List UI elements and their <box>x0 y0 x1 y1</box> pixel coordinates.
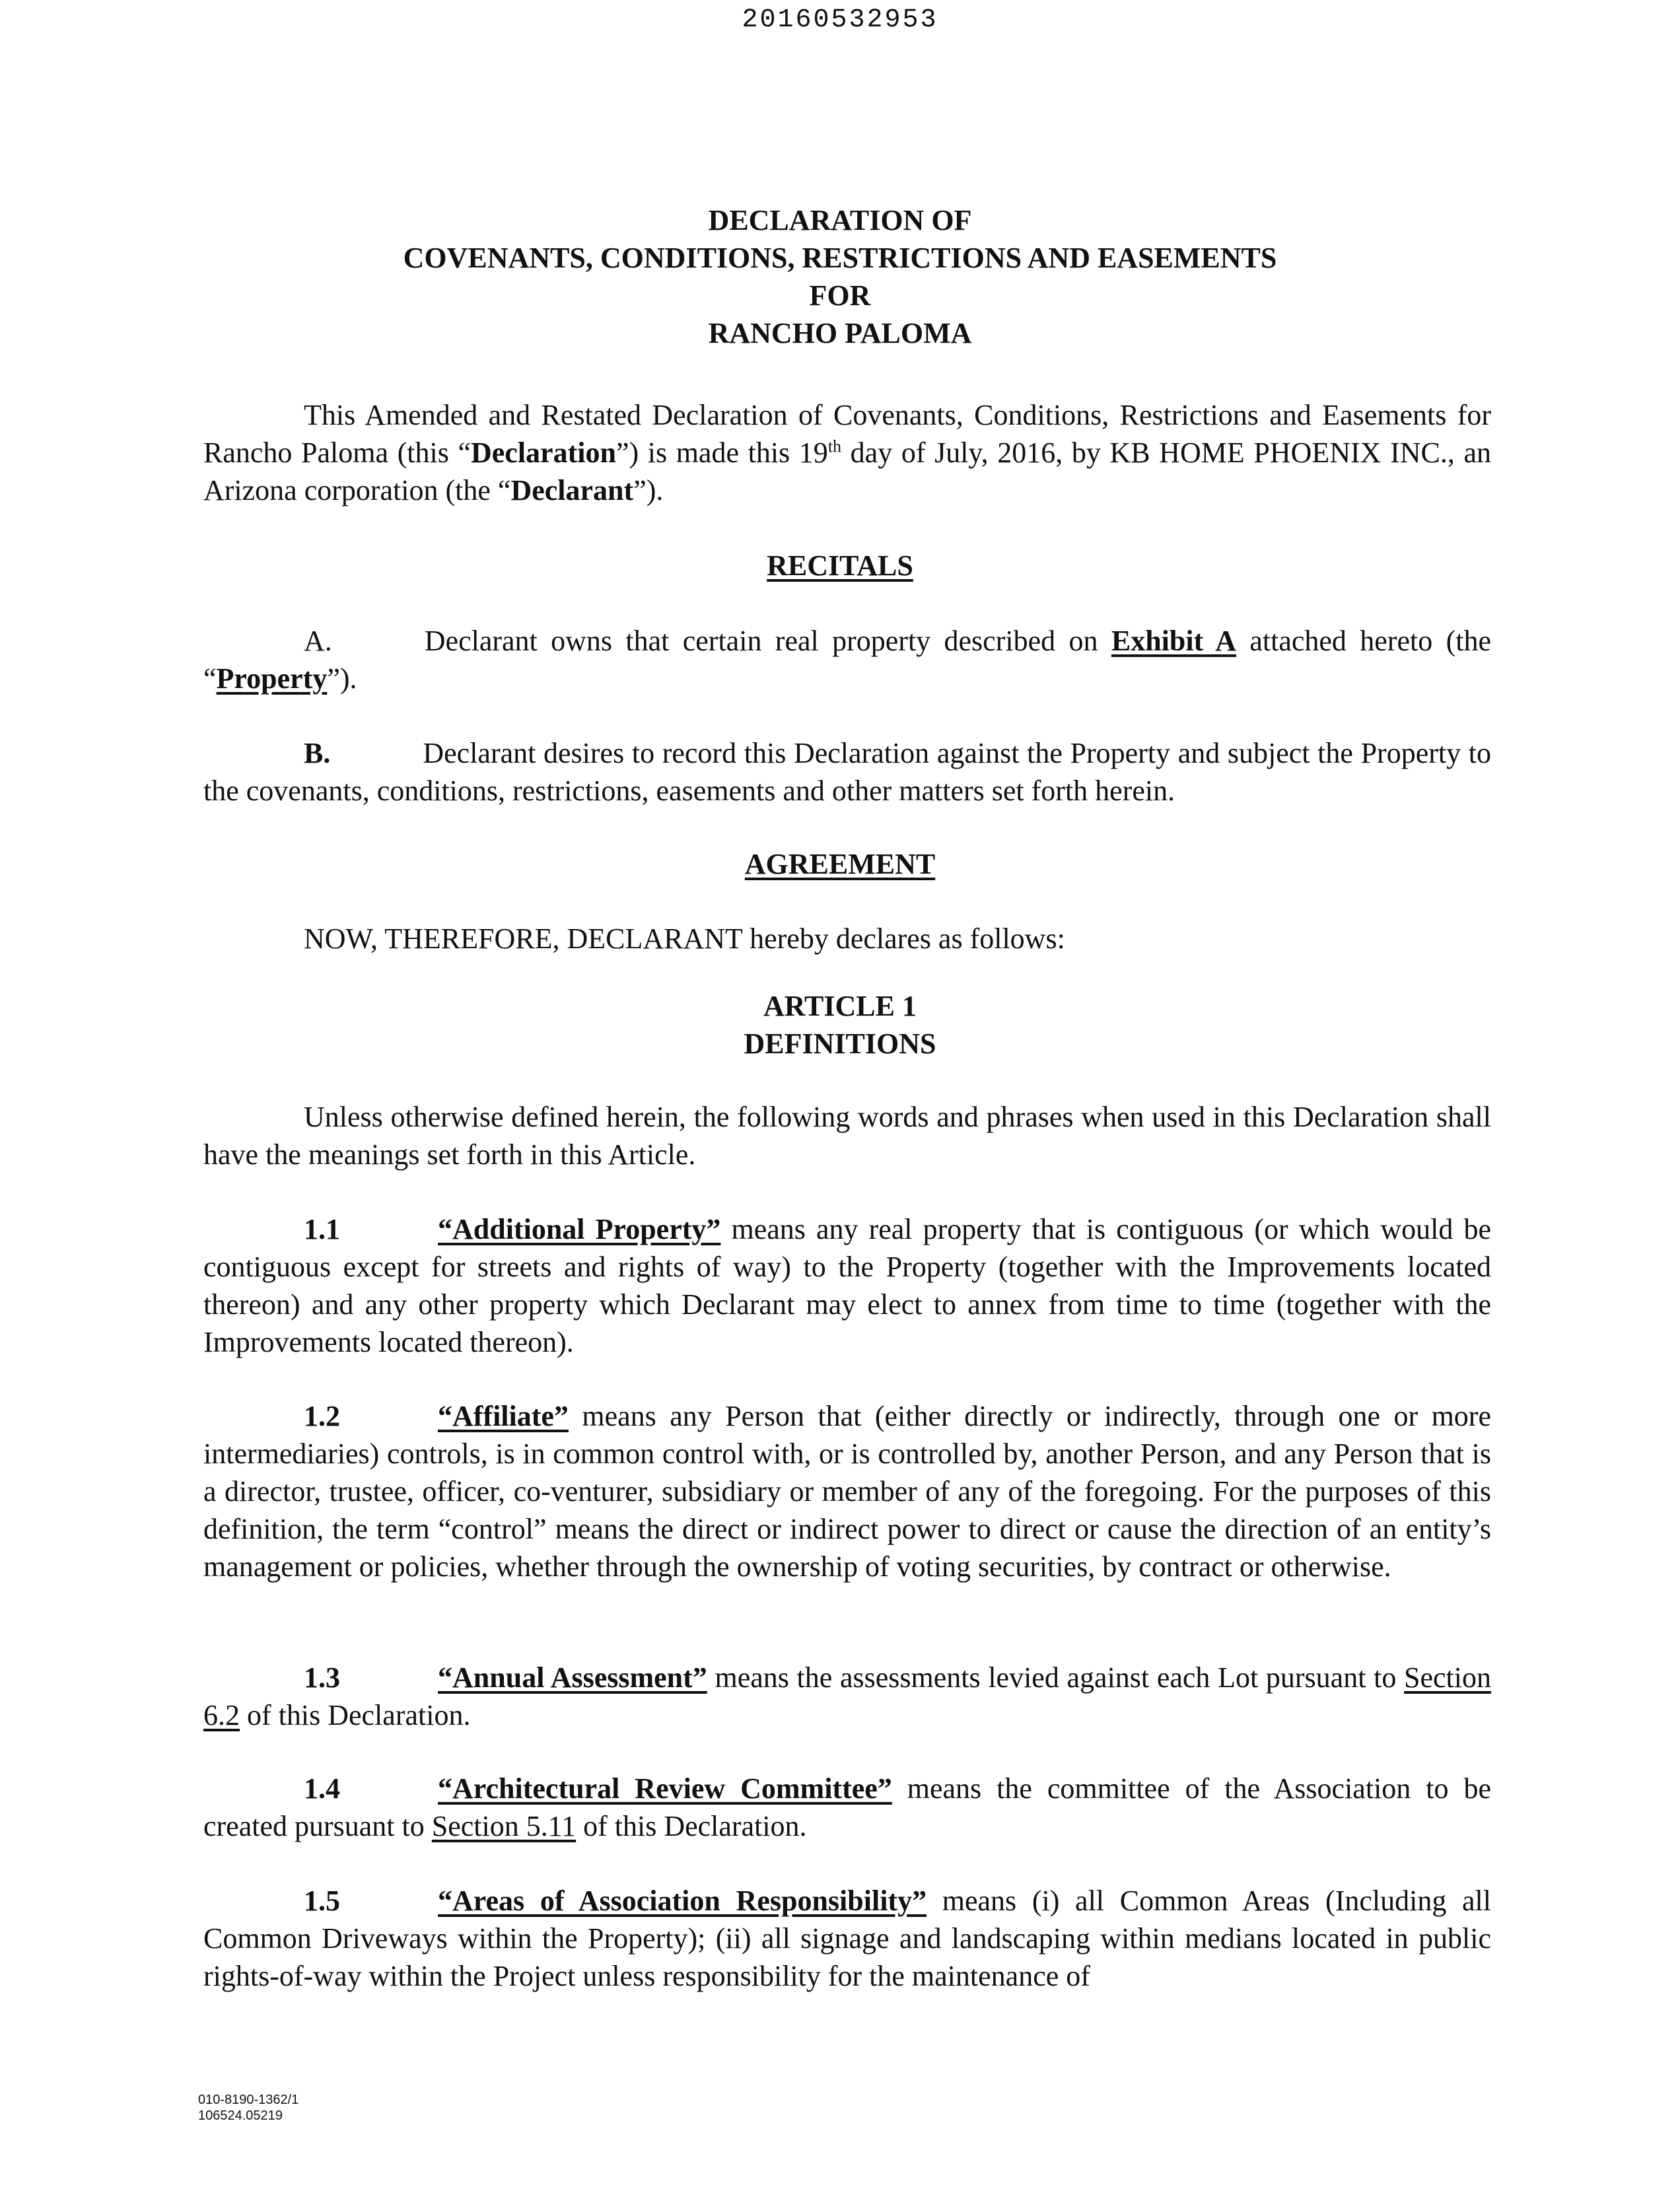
definition-number: 1.5 <box>304 1885 340 1917</box>
recital-b-label: B. <box>304 737 331 769</box>
intro-text-1: This Amended and Restated Declaration of Covenants, Conditions, Restrictions and Easements for Rancho Paloma (this “ <box>203 399 1491 469</box>
article-title: DEFINITIONS <box>744 1027 936 1060</box>
definition-1-4 <box>203 1770 1491 1845</box>
definition-number: 1.2 <box>304 1400 340 1432</box>
recording-number: 20160532953 <box>742 5 938 35</box>
recital-a-text-3: ”). <box>327 662 357 695</box>
footer-line-2: 106524.05219 <box>198 2108 283 2123</box>
definition-text-after: of this Declaration. <box>576 1810 807 1842</box>
definition-term: “Architectural Review Committee” <box>438 1772 892 1805</box>
intro-paragraph <box>203 396 1491 509</box>
intro-ordinal-suffix: th <box>827 436 842 456</box>
title-line-4: RANCHO PALOMA <box>708 317 972 349</box>
intro-declaration-term: Declaration <box>471 436 616 469</box>
title-line-3: FOR <box>809 279 871 312</box>
definition-1-1 <box>203 1210 1491 1361</box>
article-heading <box>0 987 1680 1062</box>
definition-text-after: of this Declaration. <box>240 1699 471 1731</box>
definition-text: means (i) all Common Areas (Including all Common Driveways within the Property); (ii) all signage and landscaping within medians located in public rights-of-way within the Project unless responsibility for the maintenance of <box>203 1885 1492 1992</box>
definition-text: means the assessments levied against each Lot pursuant to <box>707 1661 1405 1694</box>
recitals-heading: RECITALS <box>767 549 913 582</box>
article-intro: Unless otherwise defined herein, the following words and phrases when used in this Declaration shall have the meanings set forth in this Article. <box>203 1101 1491 1171</box>
intro-text-3: day of July, 2016, by KB HOME PHOENIX INC., an Arizona corporation (the “ <box>203 436 1491 506</box>
intro-text-2: ”) is made this 19 <box>615 436 828 469</box>
section-5-11-link[interactable]: Section 5.11 <box>431 1810 577 1842</box>
definition-1-2 <box>203 1397 1491 1585</box>
title-line-2: COVENANTS, CONDITIONS, RESTRICTIONS AND EASEMENTS <box>403 242 1277 274</box>
footer-reference <box>198 2092 298 2124</box>
definition-text: means any real property that is contiguous (or which would be contiguous except for streets and rights of way) to the Property (together with the Improvements located thereon) and any other property which Declarant may elect to annex from time to time (together with the Improvements located thereon). <box>203 1213 1491 1358</box>
recital-a-label: A. <box>304 625 332 657</box>
definition-text: means any Person that (either directly or indirectly, through one or more intermediaries) controls, is in common control with, or is controlled by, another Person, and any Person that is a director, trustee, officer, co-venturer, subsidiary or member of any of the foregoing. For the purposes of this definition, the term “control” means the direct or indirect power to direct or cause the direction of an entity’s management or policies, whether through the ownership of voting securities, by contract or otherwise. <box>203 1400 1491 1583</box>
title-line-1: DECLARATION OF <box>708 204 972 236</box>
definition-term: “Annual Assessment” <box>438 1661 707 1694</box>
recital-a <box>203 622 1491 697</box>
document-title <box>0 201 1680 352</box>
definition-1-5 <box>203 1882 1491 1995</box>
recital-b <box>203 734 1491 810</box>
definition-number: 1.1 <box>304 1213 340 1245</box>
definition-term: “Additional Property” <box>438 1213 721 1245</box>
definition-number: 1.3 <box>304 1661 340 1694</box>
footer-line-1: 010-8190-1362/1 <box>198 2093 299 2107</box>
article-number: ARTICLE 1 <box>763 990 917 1022</box>
definition-term: “Areas of Association Responsibility” <box>438 1885 927 1917</box>
section-6-2-link[interactable]: Section 6.2 <box>203 1661 1491 1731</box>
recital-b-text: Declarant desires to record this Declaration against the Property and subject the Property to the covenants, conditions, restrictions, easements and other matters set forth herein. <box>203 737 1491 807</box>
property-term: Property <box>216 662 328 695</box>
definition-text: means the committee of the Association to be created pursuant to <box>203 1772 1492 1842</box>
definition-1-3 <box>203 1659 1491 1734</box>
recital-a-text-1: Declarant owns that certain real property described on <box>424 625 1111 657</box>
intro-declarant-term: Declarant <box>510 474 634 506</box>
exhibit-a-link[interactable]: Exhibit A <box>1111 625 1236 657</box>
agreement-text: NOW, THEREFORE, DECLARANT hereby declares as follows: <box>304 922 1065 955</box>
recital-a-text-2: attached hereto (the “ <box>203 625 1491 695</box>
definition-number: 1.4 <box>304 1772 340 1805</box>
intro-text-4: ”). <box>633 474 664 506</box>
definition-term: “Affiliate” <box>438 1400 569 1432</box>
agreement-heading: AGREEMENT <box>744 848 936 880</box>
